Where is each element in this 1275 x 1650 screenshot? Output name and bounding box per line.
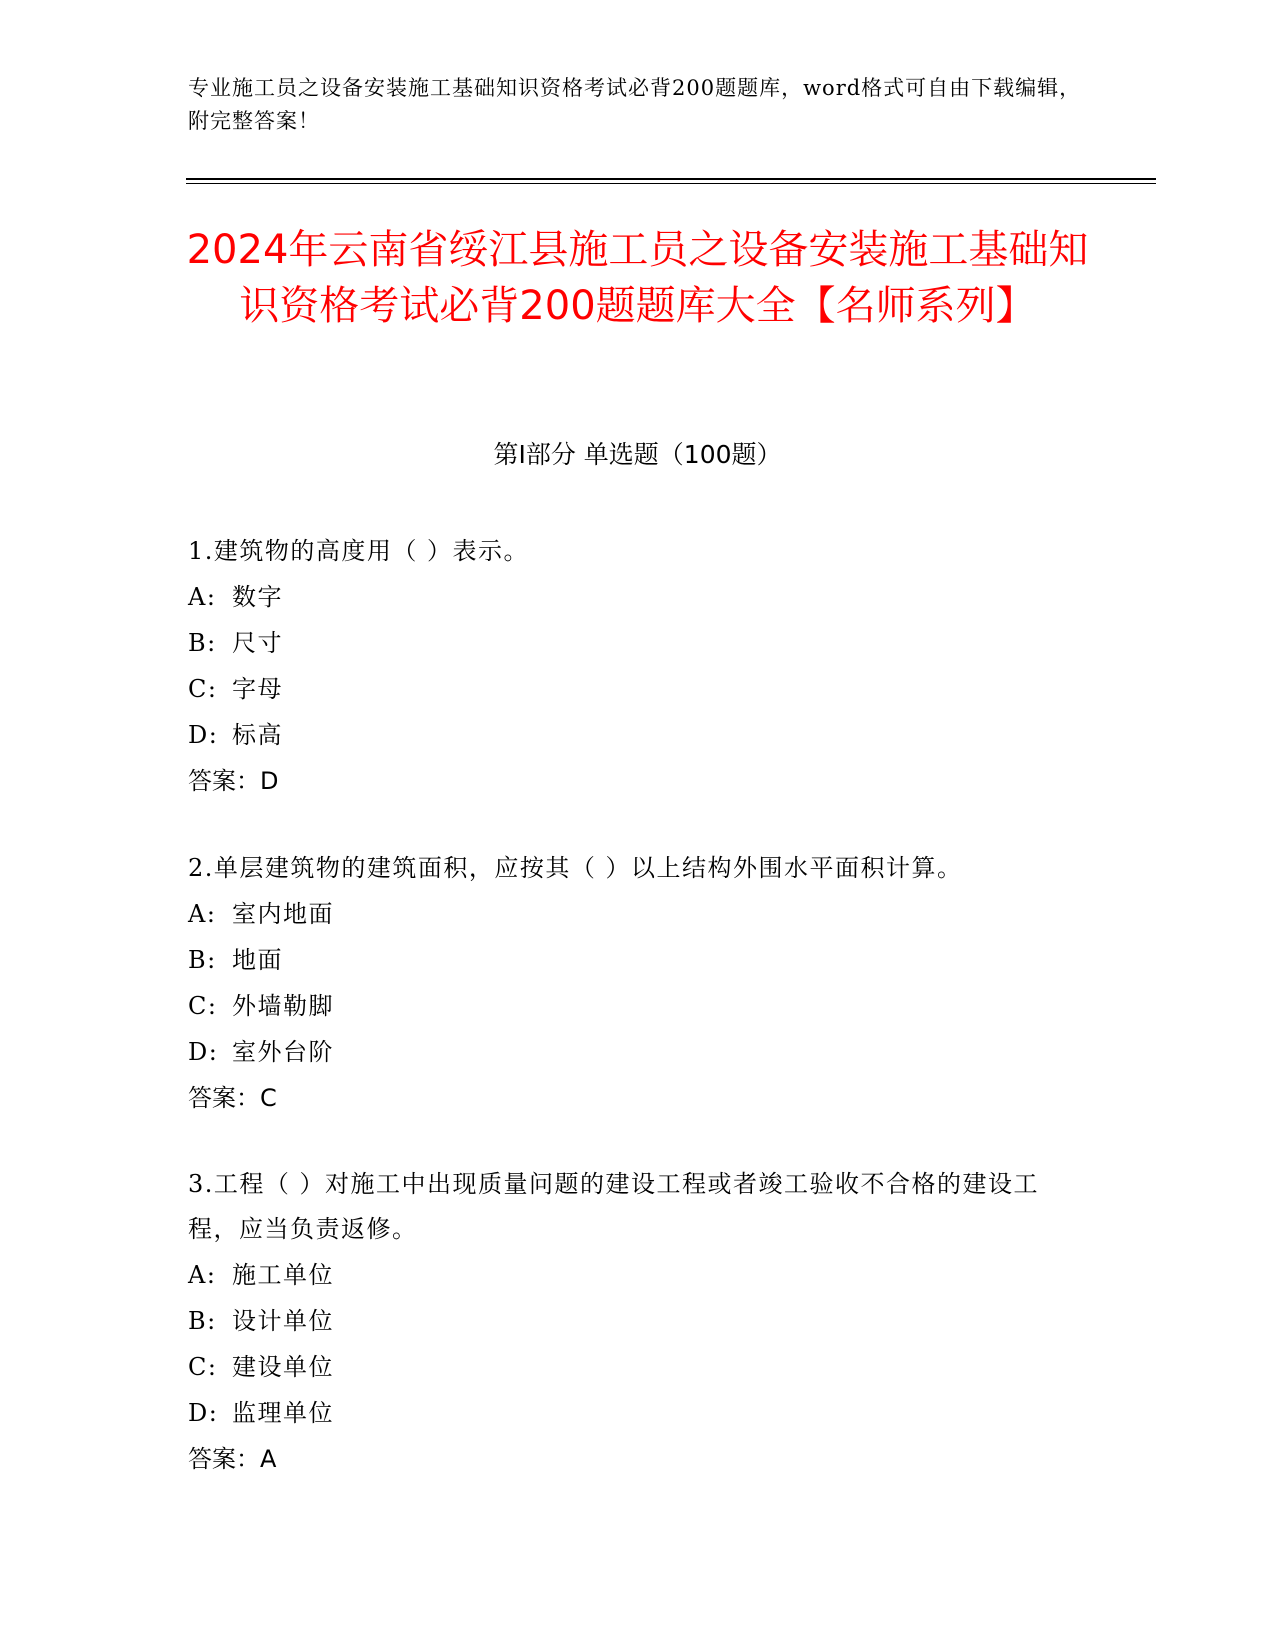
question-stem: 1.建筑物的高度用（ ）表示。 bbox=[188, 537, 530, 565]
option-text: 尺寸 bbox=[232, 629, 283, 657]
question-2 bbox=[188, 845, 1088, 1121]
option-text: 字母 bbox=[232, 675, 283, 703]
option-b bbox=[188, 937, 1088, 983]
section-title: 第Ⅰ部分 单选题（100题） bbox=[493, 440, 782, 469]
option-text: 监理单位 bbox=[232, 1399, 334, 1427]
option-key: C: bbox=[188, 992, 218, 1020]
option-a bbox=[188, 1252, 1088, 1298]
option-text: 地面 bbox=[232, 946, 283, 974]
option-c bbox=[188, 983, 1088, 1029]
option-text: 室外台阶 bbox=[232, 1038, 334, 1066]
option-b bbox=[188, 1298, 1088, 1344]
option-a bbox=[188, 891, 1088, 937]
option-d bbox=[188, 712, 1088, 758]
option-key: C: bbox=[188, 1353, 218, 1381]
document-title: 2024年云南省绥江县施工员之设备安装施工基础知识资格考试必背200题题库大全【名师系列】 bbox=[186, 227, 1089, 329]
option-key: D: bbox=[188, 1038, 219, 1066]
option-key: A: bbox=[188, 583, 217, 611]
option-key: A: bbox=[188, 900, 217, 928]
option-key: D: bbox=[188, 1399, 219, 1427]
question-stem: 3.工程（ ）对施工中出现质量问题的建设工程或者竣工验收不合格的建设工程，应当负责返修。 bbox=[188, 1170, 1040, 1243]
question-1 bbox=[188, 528, 1088, 804]
option-a bbox=[188, 574, 1088, 620]
option-key: D: bbox=[188, 721, 219, 749]
option-key: B: bbox=[188, 1307, 217, 1335]
header-rule-thick bbox=[186, 178, 1156, 180]
option-text: 室内地面 bbox=[232, 900, 334, 928]
option-text: 建设单位 bbox=[232, 1353, 334, 1381]
answer: 答案：D bbox=[188, 767, 279, 795]
option-text: 标高 bbox=[232, 721, 283, 749]
header-rule-thin bbox=[186, 183, 1156, 184]
option-key: A: bbox=[188, 1261, 217, 1289]
answer: 答案：C bbox=[188, 1084, 277, 1112]
option-text: 设计单位 bbox=[232, 1307, 334, 1335]
question-list bbox=[188, 528, 1088, 1523]
question-3 bbox=[188, 1162, 1088, 1482]
option-key: B: bbox=[188, 946, 217, 974]
option-d bbox=[188, 1029, 1088, 1075]
header-note: 专业施工员之设备安装施工基础知识资格考试必背200题题库，word格式可自由下载编辑，附完整答案！ bbox=[188, 76, 1082, 133]
option-b bbox=[188, 620, 1088, 666]
option-key: B: bbox=[188, 629, 217, 657]
option-c bbox=[188, 666, 1088, 712]
option-text: 施工单位 bbox=[232, 1261, 334, 1289]
answer: 答案：A bbox=[188, 1445, 277, 1473]
option-d bbox=[188, 1390, 1088, 1436]
option-text: 数字 bbox=[232, 583, 283, 611]
question-stem: 2.单层建筑物的建筑面积，应按其（ ）以上结构外围水平面积计算。 bbox=[188, 854, 963, 882]
option-key: C: bbox=[188, 675, 218, 703]
option-c bbox=[188, 1344, 1088, 1390]
option-text: 外墙勒脚 bbox=[232, 992, 334, 1020]
